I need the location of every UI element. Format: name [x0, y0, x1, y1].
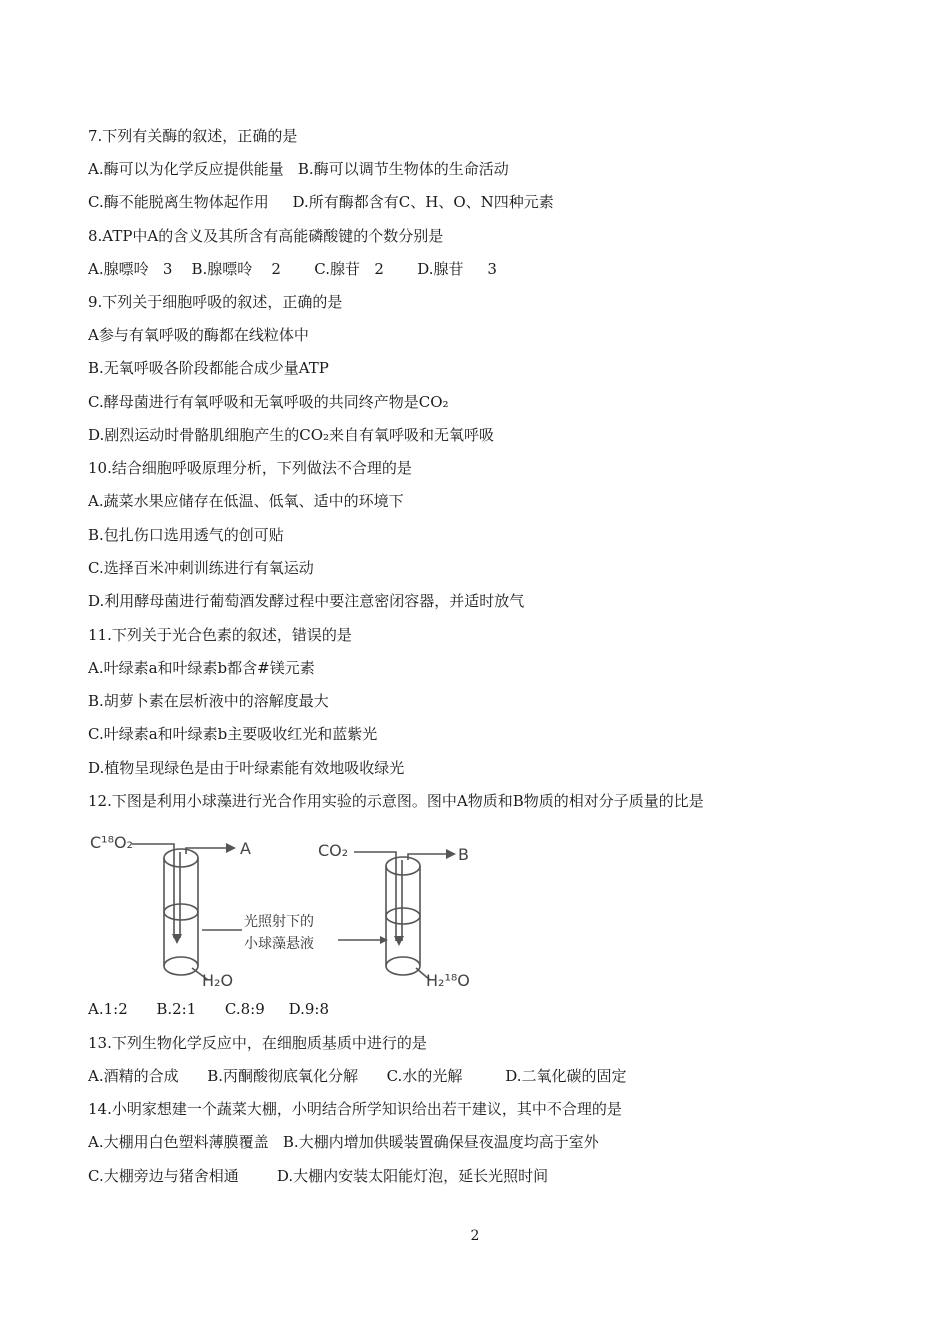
q7-options-ab: A.酶可以为化学反应提供能量 B.酶可以调节生物体的生命活动: [88, 160, 509, 178]
q9-option-d: D.剧烈运动时骨骼肌细胞产生的CO₂来自有氧呼吸和无氧呼吸: [88, 426, 495, 444]
q14-options-ab: A.大棚用白色塑料薄膜覆盖 B.大棚内增加供暖装置确保昼夜温度均高于室外: [88, 1133, 599, 1151]
photosynthesis-experiment-figure: [86, 826, 486, 996]
figure-caption-line2: 小球藻悬液: [244, 936, 314, 952]
q13-options: A.酒精的合成 B.丙酮酸彻底氧化分解 C.水的光解 D.二氧化碳的固定: [88, 1067, 627, 1085]
page-number: 2: [470, 1228, 480, 1244]
q9-stem: 9.下列关于细胞呼吸的叙述，正确的是: [88, 293, 343, 311]
q10-option-d: D.利用酵母菌进行葡萄酒发酵过程中要注意密闭容器，并适时放气: [88, 592, 525, 610]
q14-stem: 14.小明家想建一个蔬菜大棚，小明结合所学知识给出若干建议，其中不合理的是: [88, 1100, 622, 1118]
left-output-label: A: [240, 839, 251, 858]
q13-stem: 13.下列生物化学反应中，在细胞质基质中进行的是: [88, 1034, 427, 1052]
q11-stem: 11.下列关于光合色素的叙述，错误的是: [88, 626, 352, 644]
q8-options: A.腺嘌呤 3 B.腺嘌呤 2 C.腺苷 2 D.腺苷 3: [88, 260, 497, 278]
q10-option-a: A.蔬菜水果应储存在低温、低氧、适中的环境下: [88, 492, 404, 510]
q10-option-b: B.包扎伤口选用透气的创可贴: [88, 526, 284, 544]
left-tube-arrow-head: [172, 934, 182, 944]
q9-option-c: C.酵母菌进行有氧呼吸和无氧呼吸的共同终产物是CO₂: [88, 393, 449, 411]
right-water-label: H₂¹⁸O: [426, 971, 470, 990]
q12-options: A.1:2 B.2:1 C.8:9 D.9:8: [88, 1000, 329, 1018]
q14-options-cd: C.大棚旁边与猪舍相通 D.大棚内安装太阳能灯泡，延长光照时间: [88, 1167, 549, 1185]
right-output-label: B: [458, 845, 469, 864]
q12-stem: 12.下图是利用小球藻进行光合作用实验的示意图。图中A物质和B物质的相对分子质量的比是: [88, 792, 704, 810]
left-apparatus: [132, 844, 232, 980]
left-input-label: C¹⁸O₂: [90, 833, 134, 852]
q9-option-b: B.无氧呼吸各阶段都能合成少量ATP: [88, 359, 329, 377]
q8-stem: 8.ATP中A的含义及其所含有高能磷酸键的个数分别是: [88, 227, 444, 245]
left-water-label: H₂O: [202, 971, 234, 990]
q11-option-c: C.叶绿素a和叶绿素b主要吸收红光和蓝紫光: [88, 725, 378, 743]
q9-option-a: A参与有氧呼吸的酶都在线粒体中: [88, 326, 309, 344]
q11-option-b: B.胡萝卜素在层析液中的溶解度最大: [88, 692, 329, 710]
figure-caption-line1: 光照射下的: [244, 914, 314, 930]
right-input-label: CO₂: [318, 841, 349, 860]
q7-stem: 7.下列有关酶的叙述，正确的是: [88, 127, 298, 145]
right-output-arrow-head: [446, 849, 456, 859]
q10-stem: 10.结合细胞呼吸原理分析，下列做法不合理的是: [88, 459, 412, 477]
q7-options-cd: C.酶不能脱离生物体起作用 D.所有酶都含有C、H、O、N四种元素: [88, 193, 554, 211]
experiment-diagram: [86, 826, 486, 996]
q10-option-c: C.选择百米冲刺训练进行有氧运动: [88, 559, 314, 577]
q11-option-a: A.叶绿素a和叶绿素b都含#镁元素: [88, 659, 315, 677]
left-output-arrow-head: [226, 843, 236, 853]
right-apparatus: [354, 852, 452, 980]
q11-option-d: D.植物呈现绿色是由于叶绿素能有效地吸收绿光: [88, 759, 405, 777]
